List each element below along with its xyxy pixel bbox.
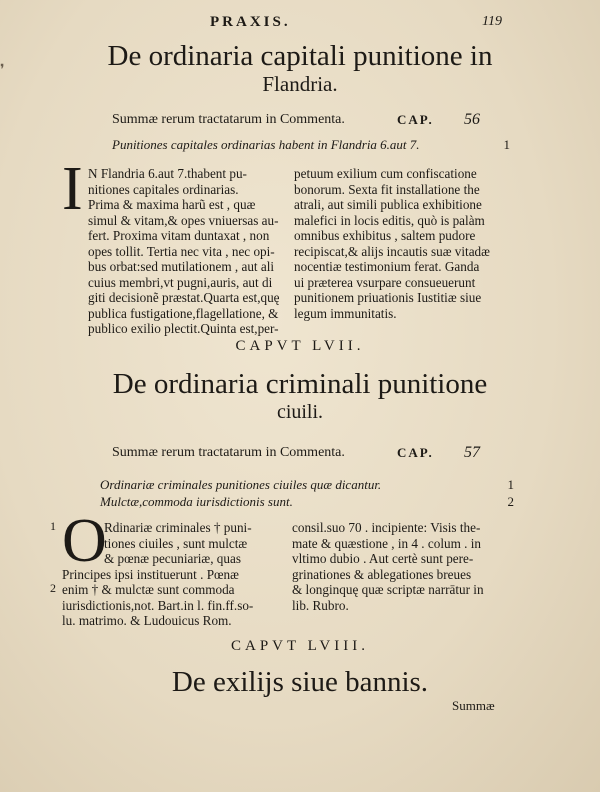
chapter-57-title [0,368,600,424]
text-line: Rdinariæ criminales † puni- [104,520,252,535]
text-line: vltimo dubio . Aut certè sunt pere- [292,551,474,566]
drop-cap-i: I [62,155,83,223]
text-line: bus orbat:sed mutilationem , aut ali [88,259,275,274]
text-line: N Flandria 6.aut 7.thabent pu- [88,166,247,181]
chapter-57-left-column [62,520,253,629]
margin-note: 1 [50,519,56,533]
text-line: grinationes & ablegationes breues [292,566,472,582]
catchword: Summæ [452,698,495,713]
running-title: PRAXIS. [210,14,291,30]
margin-note: 2 [50,581,56,595]
chapter-57-title-line1: De ordinaria criminali punitione [112,368,488,400]
text-line: mate & quæstione , in 4 . colum . in [292,535,482,551]
text-line: lib. Rubro. [292,597,349,613]
text-line: fert. Proxima vitam duntaxat , non [88,228,270,243]
summary-entry-text: Ordinariæ criminales punitiones ciuiles quæ dicantur. [100,477,382,492]
summary-label: Summæ rerum tractatarum in Commenta. [112,445,345,460]
chapter-56-left-column [88,166,280,337]
text-line: nocentiæ testimonium ferat. Ganda [294,259,480,274]
chapter-57-right-column [292,520,484,613]
drop-cap-o: O [62,507,107,575]
cap-label: CAP. [397,445,434,460]
text-line: recipiscat,& alijs incautis suæ vitadæ [294,243,490,259]
summary-entry-number: 2 [507,494,514,509]
running-head [0,14,600,36]
chapter-56-title-line1: De ordinaria capitali punitione in [107,40,493,72]
margin-mark: ❜ [0,63,5,78]
chapter-57-title-line2: ciuili. [276,401,324,423]
text-line: malefici in locis editis, quò is palàm [294,212,485,228]
chapter-58-title-line1: De exilijs siue bannis. [171,666,429,698]
summary-entry [112,137,516,155]
text-line: cuius membri,vt pugni,auris, aut di [88,274,273,290]
text-line: punitionem priuationis Iustitiæ siue [294,290,482,305]
text-line: & longinquę quæ scriptæ narrātur in [292,582,484,597]
summary-entry-number: 1 [507,477,514,492]
text-line: omnibus exhibitus , saltem pudore [294,228,476,243]
page-number: 119 [482,14,502,29]
text-line: enim † & mulctæ sunt commoda [62,582,235,597]
text-line: bonorum. Sexta fit installatione the [294,181,480,197]
text-line: giti decisionẽ præstat.Quarta est,quę [88,290,280,305]
text-line: nitiones capitales ordinarias. [88,181,239,197]
text-line: Prima & maxima harũ est , quæ [88,197,256,212]
caput-57-heading: CAPVT LVII. [235,338,365,354]
text-line: lu. matrimo. & Ludouicus Rom. [62,613,232,628]
text-line: consil.suo 70 . incipiente: Visis the- [292,520,481,535]
text-line: Principes ipsi instituerunt . Pœnæ [62,566,239,582]
summary-entry [100,477,520,495]
cap-number: 57 [464,444,480,461]
summary-entry [100,494,520,512]
text-line: atrali, aut simili publica exhibitione [294,197,482,212]
cap-number: 56 [464,111,480,128]
chapter-56-right-column [294,166,490,321]
summary-label: Summæ rerum tractatarum in Commenta. [112,112,345,127]
caput-58-heading: CAPVT LVIII. [230,638,369,654]
chapter-56-title [0,40,600,96]
text-line: opes tollit. Tertia nec vita , nec opi- [88,243,275,259]
text-line: ui præterea vsurpare consueuerunt [294,274,476,290]
text-line: tiones ciuiles , sunt mulctæ [104,535,248,551]
summary-entry-number: 1 [503,137,510,152]
text-line: & pœnæ pecuniariæ, quas [104,551,241,566]
chapter-57-summary-heading [112,445,512,465]
chapter-56-title-line2: Flandria. [262,72,338,96]
text-line: petuum exilium cum confiscatione [294,166,477,181]
text-line: legum immunitatis. [294,305,397,321]
text-line: publica fustigatione,flagellatione, & [88,305,279,321]
chapter-56-summary-heading [112,112,512,132]
text-line: iurisdictionis,not. Bart.in l. fin.ff.so- [62,597,254,613]
cap-label: CAP. [397,112,434,127]
text-line: publico exilio plectit.Quinta est,per- [88,321,279,336]
summary-entry-text: Mulctæ,commoda iurisdictionis sunt. [100,494,293,509]
chapter-58-title [0,666,600,698]
text-line: simul & vitam,& opes vniuersas au- [88,212,279,228]
summary-entry-text: Punitiones capitales ordinarias habent in Flandria 6.aut 7. [112,137,420,152]
